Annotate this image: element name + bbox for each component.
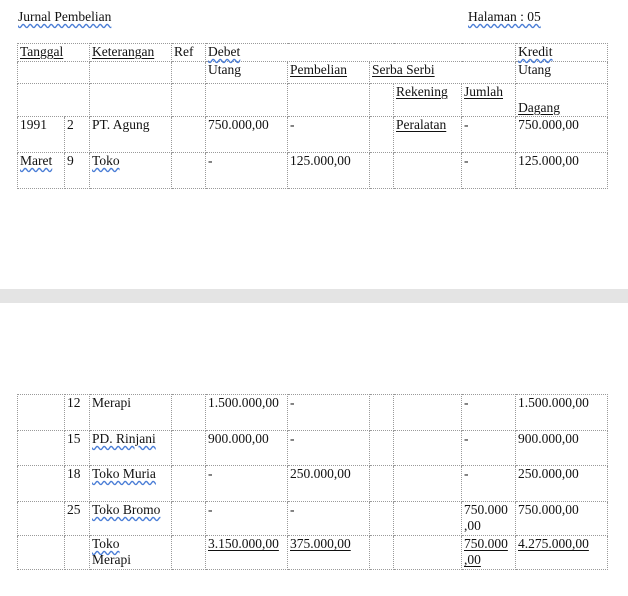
total-utang: 3.150.000,00	[206, 536, 288, 570]
cell-ref	[172, 502, 206, 536]
header-blank	[18, 62, 90, 84]
cell-day: 9	[65, 153, 90, 189]
cell-pembelian: -	[288, 117, 370, 153]
header-blank	[90, 62, 172, 84]
cell-rekening	[394, 395, 462, 431]
cell-blank	[65, 536, 90, 570]
cell-ref	[172, 536, 206, 570]
cell-kredit: 900.000,00	[516, 431, 608, 466]
cell-kredit: 1.500.000,00	[516, 395, 608, 431]
cell-jumlah: -	[462, 431, 516, 466]
cell-rekening	[394, 466, 462, 502]
header-ref: Ref	[172, 44, 206, 62]
cell-blank	[370, 395, 394, 431]
cell-pembelian: -	[288, 395, 370, 431]
cell-blank	[18, 395, 65, 431]
cell-keterangan: Toko Bromo	[90, 502, 172, 536]
cell-day: 2	[65, 117, 90, 153]
cell-blank	[370, 153, 394, 189]
cell-ref	[172, 466, 206, 502]
table-row	[18, 431, 608, 466]
cell-jumlah: 750.000 ,00	[462, 502, 516, 536]
cell-blank	[370, 502, 394, 536]
header-tanggal: Tanggal	[18, 44, 90, 62]
cell-ref	[172, 153, 206, 189]
cell-ref	[172, 431, 206, 466]
cell-utang: -	[206, 502, 288, 536]
cell-keterangan: Toko	[90, 153, 172, 189]
cell-kredit: 750.000,00	[516, 502, 608, 536]
cell-pembelian: 250.000,00	[288, 466, 370, 502]
page-break-gap	[0, 289, 628, 303]
cell-jumlah: -	[462, 395, 516, 431]
journal-table-bottom	[17, 394, 608, 570]
table-row	[18, 117, 608, 153]
cell-jumlah: -	[462, 153, 516, 189]
cell-utang: -	[206, 153, 288, 189]
cell-day: 25	[65, 502, 90, 536]
cell-keterangan: Merapi	[90, 395, 172, 431]
total-jumlah: 750.000 ,00	[462, 536, 516, 570]
header-dagang-cell: Dagang	[516, 84, 608, 117]
table-row	[18, 153, 608, 189]
header-blank	[370, 84, 394, 117]
header-debet: Debet	[206, 44, 516, 62]
cell-rekening: Peralatan	[394, 117, 462, 153]
header-jumlah: Jumlah	[462, 84, 516, 117]
cell-keterangan: Toko Muria	[90, 466, 172, 502]
cell-utang: 1.500.000,00	[206, 395, 288, 431]
cell-blank	[18, 466, 65, 502]
cell-pembelian: -	[288, 431, 370, 466]
table-row	[18, 502, 608, 536]
header-kredit: Kredit	[516, 44, 608, 62]
header-blank	[172, 62, 206, 84]
cell-keterangan: PT. Agung	[90, 117, 172, 153]
total-kredit: 4.275.000,00	[516, 536, 608, 570]
total-pembelian: 375.000,00	[288, 536, 370, 570]
cell-rekening	[394, 502, 462, 536]
header-blank	[172, 84, 206, 117]
cell-blank	[370, 431, 394, 466]
cell-kredit: 125.000,00	[516, 153, 608, 189]
cell-utang: 900.000,00	[206, 431, 288, 466]
cell-rekening	[394, 536, 462, 570]
total-row	[18, 536, 608, 570]
header-blank	[90, 84, 172, 117]
cell-blank	[18, 502, 65, 536]
cell-pembelian: -	[288, 502, 370, 536]
cell-ref	[172, 117, 206, 153]
cell-blank	[370, 466, 394, 502]
header-blank	[288, 84, 370, 117]
cell-month: Maret	[18, 153, 65, 189]
cell-rekening	[394, 153, 462, 189]
cell-utang: 750.000,00	[206, 117, 288, 153]
cell-keterangan: Toko Merapi	[90, 536, 172, 570]
cell-day: 15	[65, 431, 90, 466]
cell-keterangan: PD. Rinjani	[90, 431, 172, 466]
header-kredit-utang: Utang	[516, 62, 608, 84]
cell-utang: -	[206, 466, 288, 502]
table-row	[18, 395, 608, 431]
journal-title: Jurnal Pembelian	[18, 9, 112, 24]
cell-blank	[370, 536, 394, 570]
cell-pembelian: 125.000,00	[288, 153, 370, 189]
cell-ref	[172, 395, 206, 431]
header-blank	[206, 84, 288, 117]
cell-day: 18	[65, 466, 90, 502]
journal-table-top	[17, 43, 608, 189]
cell-blank	[18, 431, 65, 466]
cell-blank	[18, 536, 65, 570]
cell-kredit: 250.000,00	[516, 466, 608, 502]
table-row	[18, 466, 608, 502]
page-number-label: Halaman : 05	[468, 9, 541, 24]
cell-day: 12	[65, 395, 90, 431]
cell-jumlah: -	[462, 466, 516, 502]
header-serba-serbi: Serba Serbi	[370, 62, 516, 84]
cell-kredit: 750.000,00	[516, 117, 608, 153]
cell-year: 1991	[18, 117, 65, 153]
header-pembelian: Pembelian	[288, 62, 370, 84]
cell-jumlah: -	[462, 117, 516, 153]
header-debet-utang: Utang	[206, 62, 288, 84]
cell-blank	[370, 117, 394, 153]
header-keterangan: Keterangan	[90, 44, 172, 62]
header-rekening: Rekening	[394, 84, 462, 117]
header-blank	[18, 84, 90, 117]
cell-rekening	[394, 431, 462, 466]
